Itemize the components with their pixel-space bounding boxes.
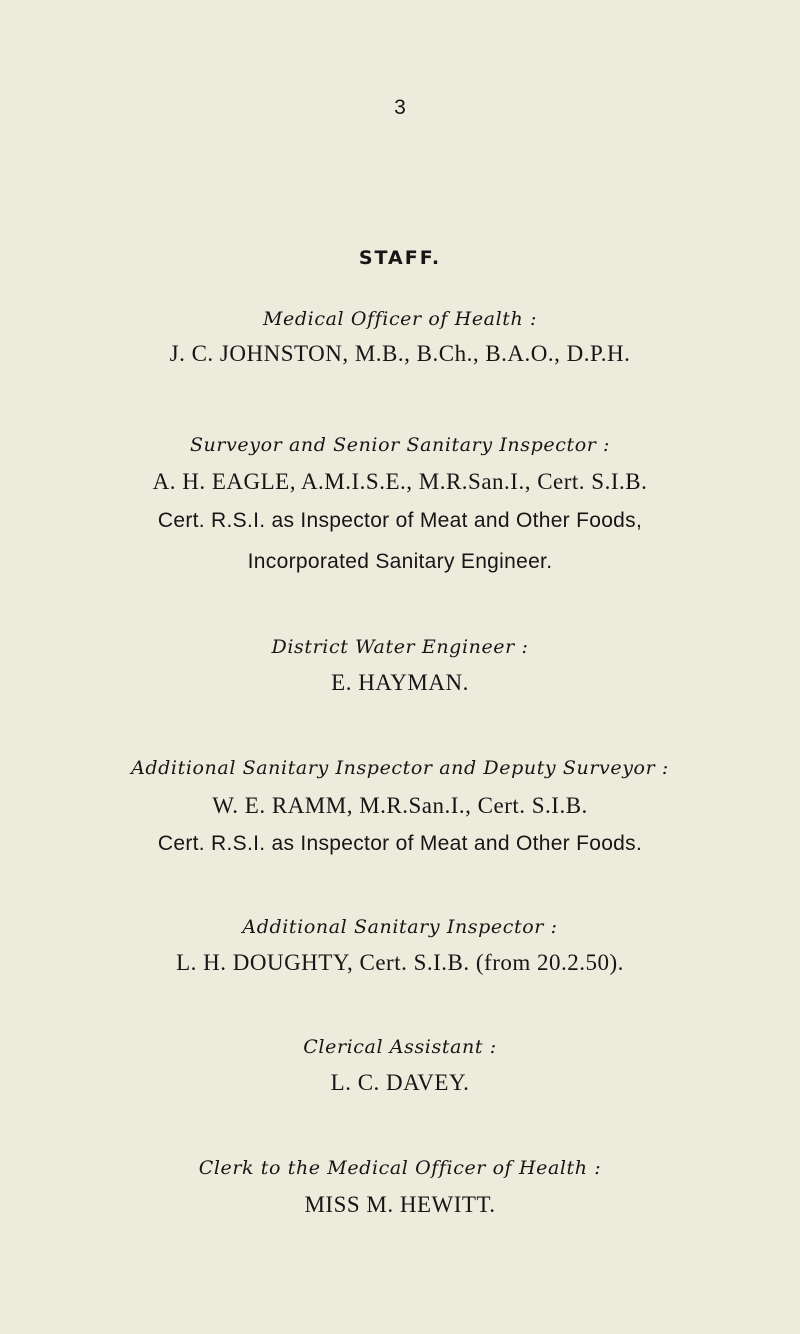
role-heading: Medical Officer of Health : — [263, 308, 537, 330]
role-heading: Clerical Assistant : — [303, 1036, 497, 1058]
role-heading: Additional Sanitary Inspector : — [242, 916, 558, 938]
page-title: STAFF. — [358, 247, 442, 269]
staff-name-line: E. HAYMAN. — [331, 670, 469, 695]
page-number: 3 — [394, 96, 406, 119]
role-heading: District Water Engineer : — [271, 636, 529, 658]
staff-detail-line: Incorporated Sanitary Engineer. — [247, 550, 553, 573]
staff-detail-line: Cert. R.S.I. as Inspector of Meat and Other Foods, — [157, 509, 643, 532]
staff-name-line: A. H. EAGLE, A.M.I.S.E., M.R.San.I., Cert. S.I.B. — [152, 469, 648, 494]
role-heading: Clerk to the Medical Officer of Health : — [198, 1157, 602, 1179]
staff-name-line: L. C. DAVEY. — [330, 1070, 470, 1095]
staff-name-line: W. E. RAMM, M.R.San.I., Cert. S.I.B. — [212, 793, 588, 818]
staff-name-line: L. H. DOUGHTY, Cert. S.I.B. (from 20.2.50). — [176, 950, 624, 975]
role-heading: Surveyor and Senior Sanitary Inspector : — [189, 434, 611, 456]
staff-detail-line: Cert. R.S.I. as Inspector of Meat and Other Foods. — [157, 832, 643, 855]
staff-name-line: MISS M. HEWITT. — [304, 1192, 496, 1217]
staff-name-line: J. C. JOHNSTON, M.B., B.Ch., B.A.O., D.P.H. — [169, 341, 631, 366]
role-heading: Additional Sanitary Inspector and Deputy Surveyor : — [131, 757, 669, 779]
